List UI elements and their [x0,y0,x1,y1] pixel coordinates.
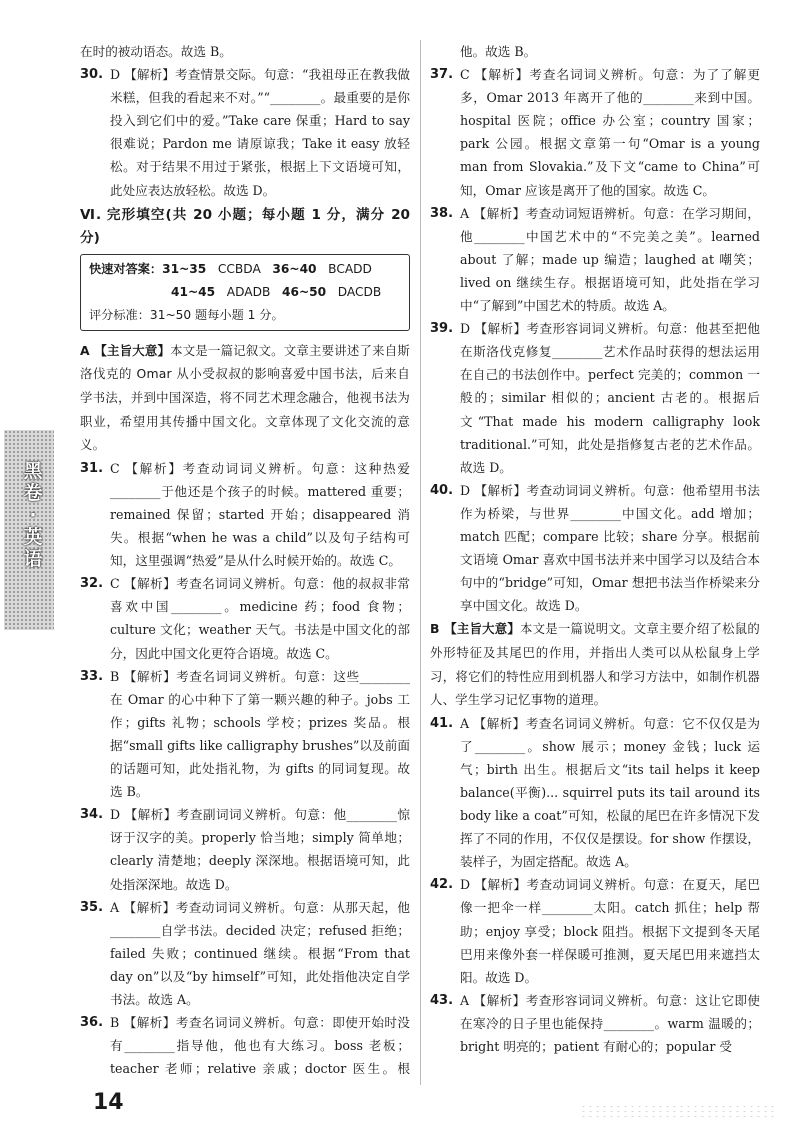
question-explanation: D 【解析】考查副词词义辨析。句意：他________惊讶于汉字的美。properly 恰当地；simply 简单地；clearly 清楚地；deeply 深深地。根据语境可知，此处指深深地。故选 D。 [110,807,410,892]
side-tab-label: 黑卷·英语 [23,460,43,570]
question-explanation: A 【解析】考查动词词义辨析。句意：从那天起，他________自学书法。decided 决定；refused 拒绝；failed 失败；continued 继续。根据“From that day on”以及“by himself”可知，此处指他决定自学书法。故选 A。 [110,899,410,1007]
question-number: 30. [80,67,104,83]
question-explanation: C 【解析】考查名词词义辨析。句意：为了了解更多，Omar 2013 年离开了他的________来到中国。hospital 医院；office 办公室；country 国家；park 公园。根据文章第一句“Omar is a young man from Slovakia.”及下文“came to China”可知，Omar 应该是离开了他的国家。故选 C。 [460,67,760,198]
answer-letters: ADADB [226,284,271,299]
answer-key-label: 快速对答案： [89,261,163,276]
question-36 [80,1011,410,1085]
answer-range: 46~50 [281,284,327,299]
question-explanation: B 【解析】考查名词词义辨析。句意：这些________在 Omar 的心中种下了第一颗兴趣的种子。jobs 工作；gifts 礼物；schools 学校；prizes 奖品。根据“small gifts like calligraphy brushes”以及前面的话题可知，此处指礼物，为 gifts 的同词复现。故选 B。 [110,668,410,800]
question-number: 34. [80,807,104,823]
question-number: 42. [430,877,454,893]
question-38 [430,202,760,317]
question-number: 33. [80,668,104,684]
side-tab [4,430,54,630]
question-number: 37. [430,67,454,83]
question-number: 36. [80,1015,104,1031]
question-30 [80,63,410,202]
summary-text: 本文是一篇说明文。文章主要介绍了松鼠的外形特征及其尾巴的作用，并指出人类可以从松鼠身上学习，将它们的特性应用到机器人和学习方法中，如制作机器人、学生学习记忆事物的道理。 [430,621,760,708]
question-number: 40. [430,482,454,498]
question-33 [80,665,410,804]
question-explanation: A 【解析】考查名词词义辨析。句意：它不仅仅是为了________。show 展示；money 金钱；luck 运气；birth 出生。根据后文“its tail helps it keep balance(平衡)... squirrel puts its tail around its body like a coat”可知，松鼠的尾巴在许多情况下发挥了不同的作用，不仅仅是摆设。for show 作摆设，装样子，为固定搭配。故选 A。 [460,715,760,870]
answer-range: 31~35 [162,261,207,276]
question-number: 31. [80,460,104,476]
summary-tag: B 【主旨大意】 [430,621,520,637]
question-32 [80,572,410,664]
left-column [80,40,410,1085]
question-43 [430,989,760,1058]
passage-b-summary [430,617,760,711]
question-42 [430,873,760,988]
question-number: 43. [430,992,454,1008]
answer-letters: BCADD [328,261,372,276]
question-31 [80,457,410,572]
question-35 [80,896,410,1011]
question-39 [430,317,760,479]
scan-noise [580,1104,775,1118]
question-explanation: A 【解析】考查动词短语辨析。句意：在学习期间，他________中国艺术中的“不完美之美”。learned about 了解；made up 编造；laughed at 嘲笑；lived on 继续生存。根据语境可知，此处指在学习中“了解到”中国艺术的特质。故选 A。 [460,205,760,314]
question-41 [430,712,760,874]
question-explanation: C 【解析】考查动词词义辨析。句意：这种热爱________于他还是个孩子的时候。mattered 重要；remained 保留；started 开始；disappeared 消失。根据“when he was a child”以及句子结构可知，这里强调“热爱”是从什么时候开始的。故选 C。 [110,460,410,569]
answer-key-row-2 [89,281,401,304]
answer-range: 41~45 [171,284,216,299]
question-number: 32. [80,576,104,592]
question-40 [430,479,760,618]
answer-letters: DACDB [337,284,382,299]
summary-text: 本文是一篇记叙文。文章主要讲述了来自斯洛伐克的 Omar 从小受叔叔的影响喜爱中国书法，后来自学书法，并到中国深造，将不同艺术理念融合，他视书法为职业，希望用其传播中国文化。文章体现了文化交流的意义。 [80,342,410,453]
answer-letters: CCBDA [217,261,261,276]
question-explanation: D 【解析】考查情景交际。句意：“我祖母正在教我做米糕，但我的看起来不对。”“________。最重要的是你投入到它们中的爱。”Take care 保重；Hard to say 很难说；Pardon me 请原谅我；Take it easy 放轻松。对于结果不用过于紧张，根据上下文语境可知，此处应表达放轻松。故选 D。 [110,67,410,198]
right-column [430,40,760,1085]
question-number: 38. [430,205,454,221]
column-divider [420,40,421,1085]
question-explanation: D 【解析】考查形容词词义辨析。句意：他甚至把他在斯洛伐克修复________艺术作品时获得的想法运用在自己的书法创作中。perfect 完美的；common 一般的；similar 相似的；ancient 古老的。根据后文“That made his modern calligraphy look traditional.”可知，此处是指修复古老的艺术作品。故选 D。 [460,321,760,475]
question-explanation: B 【解析】考查名词词义辨析。句意：即使开始时没有________指导他，他也有大练习。boss 老板；teacher 老师；relative 亲戚；doctor 医生。根 [110,1015,410,1077]
question-explanation: D 【解析】考查动词词义辨析。句意：在夏天，尾巴像一把伞一样________太阳。catch 抓住；help 帮助；enjoy 享受；block 阻挡。根据下文提到冬天尾巴用来像外套一样保暖可推测，夏天尾巴用来遮挡太阳。故选 D。 [460,877,760,985]
section-title: Ⅵ. 完形填空(共 20 小题；每小题 1 分，满分 20 分) [80,206,410,246]
question-number: 41. [430,715,454,731]
question-number: 39. [430,321,454,337]
question-explanation: C 【解析】考查名词词义辨析。句意：他的叔叔非常喜欢中国________。medicine 药；food 食物；culture 文化；weather 天气。书法是中国文化的部分，因此中国文化更符合语境。故选 C。 [110,576,410,661]
summary-tag: A 【主旨大意】 [80,342,171,358]
answer-range: 36~40 [272,261,317,276]
continued-line: 他。故选 B。 [460,44,537,59]
question-number: 35. [80,899,104,915]
page-number: 14 [93,1090,124,1115]
question-explanation: A 【解析】考查形容词词义辨析。句意：这让它即使在寒冷的日子里也能保持________。warm 温暖的；bright 明亮的；patient 有耐心的；popular 受 [460,992,760,1055]
question-37 [430,63,760,202]
answer-key-row-1 [89,258,401,281]
question-explanation: D 【解析】考查动词词义辨析。句意：他希望用书法作为桥梁，与世界________中国文化。add 增加；match 匹配；compare 比较；share 分享。根据前文语境 Omar 喜欢中国书法并来中国学习以及结合本句中的“bridge”可知，Omar 想把书法当作桥梁来分享中国文化。故选 D。 [460,482,760,614]
answer-key-box [80,254,410,331]
continued-line: 在时的被动语态。故选 B。 [80,44,232,59]
scoring-standard: 评分标准：31~50 题每小题 1 分。 [89,307,284,322]
passage-a-summary [80,339,410,457]
question-34 [80,803,410,895]
